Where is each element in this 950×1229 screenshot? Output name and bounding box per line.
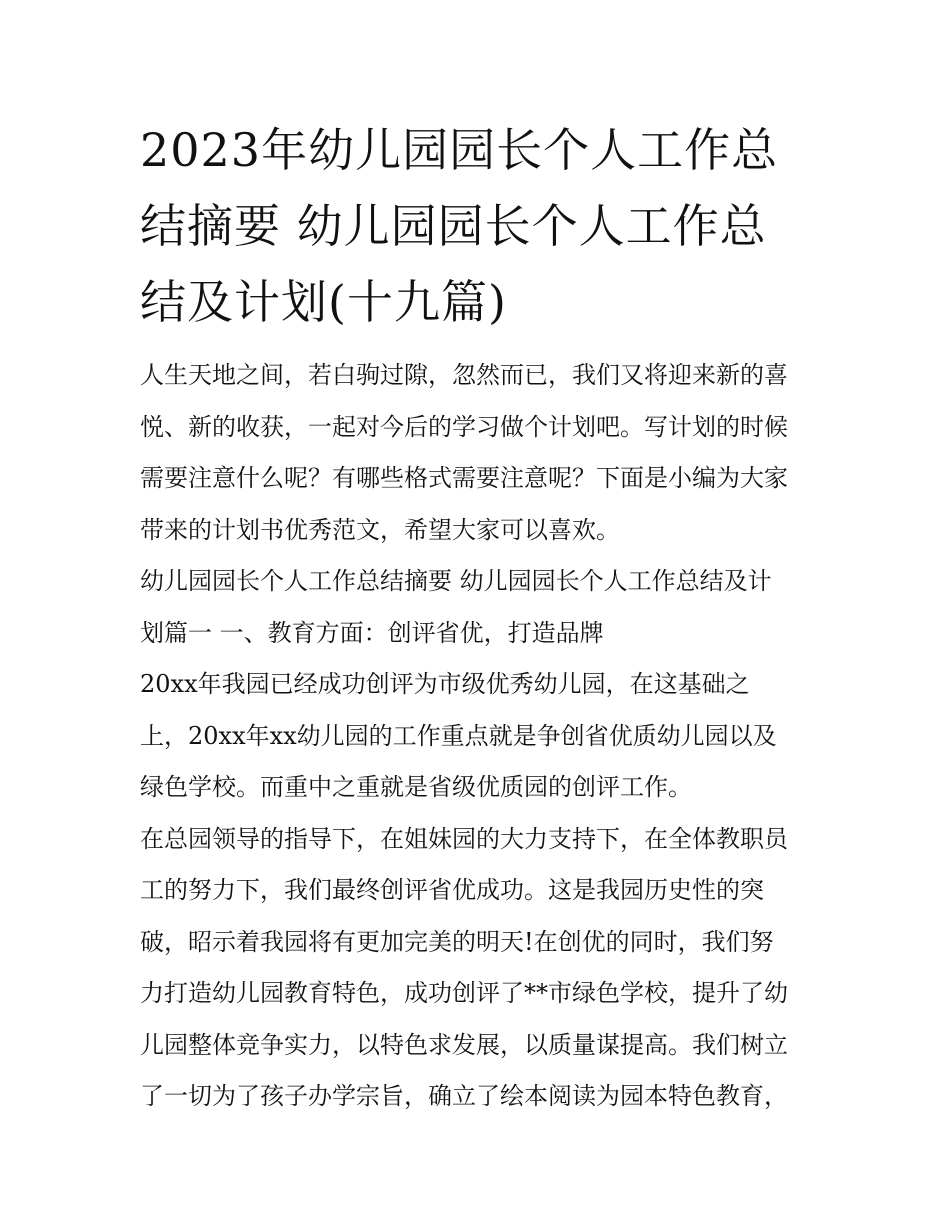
document-title xyxy=(140,112,815,340)
text-line: 带来的计划书优秀范文，希望大家可以喜欢。 xyxy=(140,515,620,544)
text-line: 人生天地之间，若白驹过隙，忽然而已，我们又将迎来新的喜 xyxy=(140,361,788,389)
text-line: 绿色学校。而重中之重就是省级优质园的创评工作。 xyxy=(140,773,692,801)
intro-paragraph xyxy=(140,350,815,556)
text-line: 了一切为了孩子办学宗旨，确立了绘本阅读为园本特色教育， xyxy=(140,1082,788,1110)
text-line: 悦、新的收获，一起对今后的学习做个计划吧。写计划的时候 xyxy=(140,412,788,441)
title-line: 2023年幼儿园园长个人工作总 xyxy=(140,123,779,177)
text-line: 幼儿园园长个人工作总结摘要 幼儿园园长个人工作总结及计 xyxy=(140,567,772,595)
title-line: 结摘要 幼儿园园长个人工作总 xyxy=(140,199,767,253)
text-line: 儿园整体竞争实力，以特色求发展，以质量谋提高。我们树立 xyxy=(140,1030,788,1059)
title-line: 结及计划(十九篇) xyxy=(140,275,507,329)
text-line: 需要注意什么呢？有哪些格式需要注意呢？下面是小编为大家 xyxy=(140,464,788,492)
body-paragraph xyxy=(140,659,815,814)
text-line: 20xx年我园已经成功创评为市级优秀幼儿园，在这基础之 xyxy=(140,670,750,698)
text-line: 力打造幼儿园教育特色，成功创评了**市绿色学校，提升了幼 xyxy=(140,979,788,1007)
text-line: 在总园领导的指导下，在姐妹园的大力支持下，在全体教职员 xyxy=(140,824,788,853)
text-line: 划篇一 一、教育方面：创评省优，打造品牌 xyxy=(140,618,604,647)
text-line: 破，昭示着我园将有更加完美的明天!在创优的同时，我们努 xyxy=(140,927,774,956)
text-line: 工的努力下，我们最终创评省优成功。这是我园历史性的突 xyxy=(140,876,764,904)
section-heading-paragraph xyxy=(140,556,815,659)
body-paragraph xyxy=(140,814,815,1123)
document-body xyxy=(140,112,815,1123)
text-line: 上，20xx年xx幼儿园的工作重点就是争创省优质幼儿园以及 xyxy=(140,721,777,750)
